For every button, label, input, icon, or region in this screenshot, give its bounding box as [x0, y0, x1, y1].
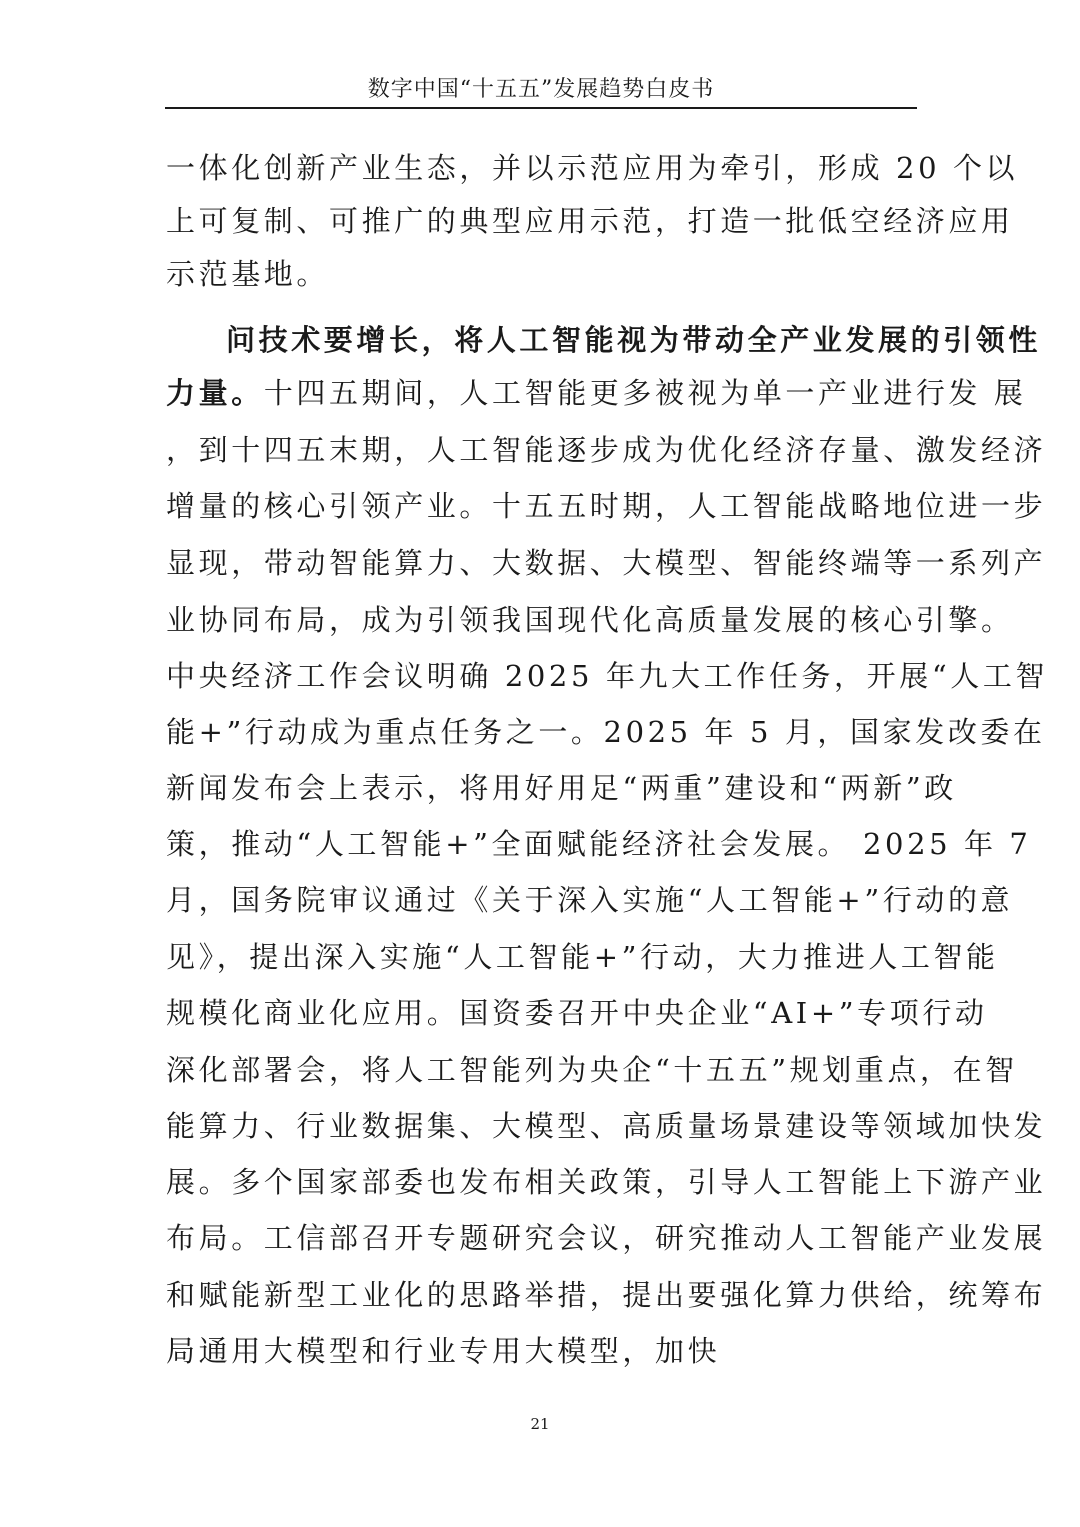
- text-segment: 新闻发布会上表示，将用好用足“两重”建设和“两新”政: [166, 771, 957, 805]
- text-segment: 显现，带动智能算力、大数据、大模型、智能终端等一系列产: [166, 546, 1047, 580]
- text-segment: 展。多个国家部委也发布相关政策，引导人工智能上下游产业: [166, 1165, 1047, 1199]
- text-segment: 深化部署会，将人工智能列为央企“十五五”规划重点，在智: [166, 1053, 1018, 1087]
- header-rule: [165, 107, 917, 109]
- text-segment: 增量的核心引领产业。十五五时期，人工智能战略地位进一步: [166, 489, 1047, 523]
- text-segment: 见》，提出深入实施“人工智能+”行动，大力推进人工智能: [166, 940, 999, 974]
- text-line: [166, 937, 999, 977]
- text-line: [166, 1218, 1046, 1258]
- text-segment: 局通用大模型和行业专用大模型，加快: [166, 1334, 721, 1368]
- page-number: 21: [530, 1415, 550, 1433]
- text-segment: 能算力、行业数据集、大模型、高质量场景建设等领域加快发: [166, 1109, 1047, 1143]
- text-line: [166, 1050, 1018, 1090]
- text-line: [166, 712, 1046, 752]
- text-segment: 月，国务院审议通过《关于深入实施“人工智能+”行动的意: [166, 883, 1014, 917]
- text-segment: 示范基地。: [166, 257, 330, 291]
- running-header: 数字中国“十五五”发展趋势白皮书: [367, 77, 715, 102]
- text-line: [166, 656, 1048, 696]
- text-line: [166, 600, 1014, 640]
- text-segment: 策，推动“人工智能+”全面赋能经济社会发展。 2025 年 7: [166, 827, 1032, 861]
- text-line: [166, 1162, 1046, 1202]
- text-line: [166, 1275, 1046, 1315]
- text-line: [226, 320, 1041, 360]
- text-line: [166, 201, 1014, 241]
- text-segment: 规模化商业化应用。国资委召开中央企业“AI+”专项行动: [166, 996, 988, 1030]
- text-segment: ，到十四五末期，人工智能逐步成为优化经济存量、激发经济: [166, 433, 1047, 467]
- text-line: [166, 993, 988, 1033]
- text-segment: 上可复制、可推广的典型应用示范，打造一批低空经济应用: [166, 204, 1014, 238]
- text-line: [166, 1331, 720, 1371]
- text-segment: 和赋能新型工业化的思路举措，提出要强化算力供给，统筹布: [166, 1278, 1047, 1312]
- text-segment: 布局。工信部召开专题研究会议，研究推动人工智能产业发展: [166, 1221, 1047, 1255]
- text-segment: 一体化创新产业生态，并以示范应用为牵引，形成 20 个以: [166, 151, 1019, 185]
- text-line: [166, 1106, 1046, 1146]
- text-line: [166, 430, 1046, 470]
- text-line: [166, 486, 1046, 526]
- text-line: [166, 543, 1046, 583]
- text-line: [166, 254, 329, 294]
- text-line: [166, 373, 1026, 413]
- text-line: [166, 824, 1031, 864]
- text-line: [166, 768, 957, 808]
- bold-text-segment: 问技术要增长，将人工智能视为带动全产业发展的引领性: [226, 323, 1042, 357]
- text-line: [166, 148, 1018, 188]
- bold-text-segment: 力量。: [166, 376, 264, 410]
- text-segment: 十四五期间，人工智能更多被视为单一产业进行发 展: [263, 376, 1027, 410]
- text-segment: 能+”行动成为重点任务之一。2025 年 5 月，国家发改委在: [166, 715, 1046, 749]
- text-segment: 中央经济工作会议明确 2025 年九大工作任务，开展“人工智: [166, 659, 1049, 693]
- text-segment: 业协同布局，成为引领我国现代化高质量发展的核心引擎。: [166, 603, 1014, 637]
- text-line: [166, 880, 1013, 920]
